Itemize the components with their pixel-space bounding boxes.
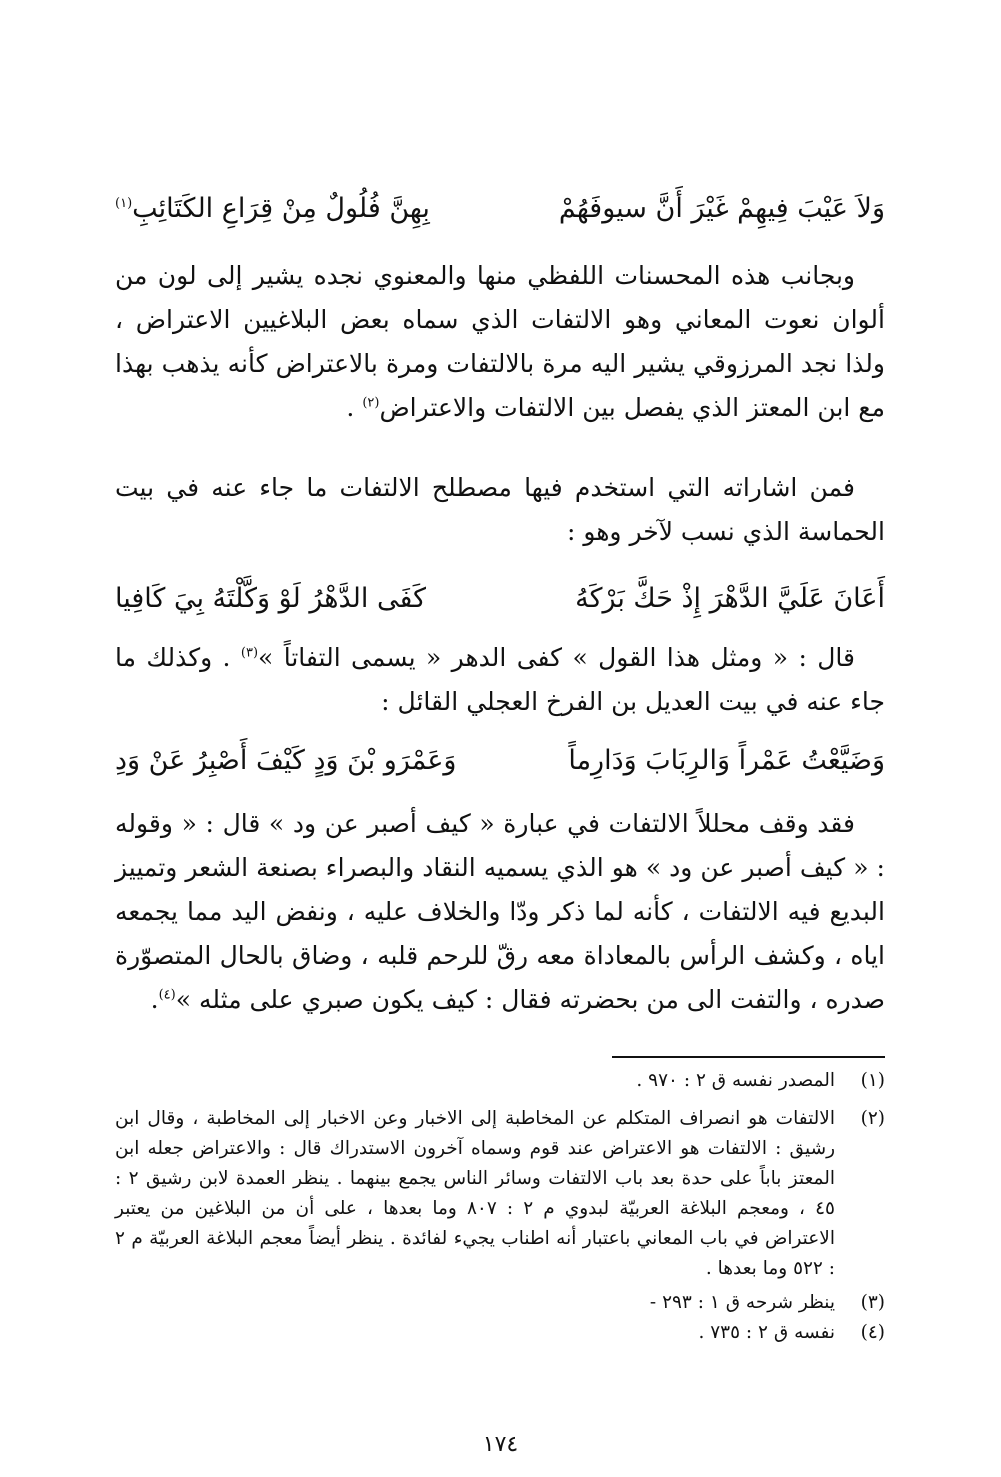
paragraph-1-text: وبجانب هذه المحسنات اللفظي منها والمعنوي نجده يشير إلى لون من ألوان نعوت المعاني وهو الالتفات الذي سماه بعض البلاغيين الاعتراض ، ولذا نجد المرزوقي يشير اليه مرة بالالتفات ومرة بالاعتراض كأنه يذهب بهذا مع ابن المعتز الذي يفصل بين الالتفات والاعتراض [115, 261, 885, 422]
footnote-ref-3: (٣) [240, 645, 259, 661]
footnotes [115, 1066, 885, 1348]
footnote-1-number: (١) [860, 1070, 885, 1091]
footnote-4-number: (٤) [860, 1322, 885, 1343]
verse-2 [115, 576, 885, 622]
paragraph-3 [115, 636, 885, 724]
verse-2-second-hemistich: كَفَى الدَّهْرُ لَوْ وَكَّلْتَهُ بِيَ كَافِيا [115, 583, 426, 614]
paragraph-4-tail: . [150, 985, 159, 1014]
paragraph-1-tail: . [346, 393, 363, 422]
verse-1-first-hemistich: وَلاَ عَيْبَ فِيهِمْ غَيْرَ أَنَّ سيوفَهُمْ [558, 193, 885, 224]
footnote-1-text: المصدر نفسه ق ٢ : ٩٧٠ . [636, 1070, 835, 1091]
footnote-2 [115, 1104, 885, 1284]
footnote-ref-4: (٤) [158, 987, 176, 1003]
verse-3-second-hemistich: وَعَمْرَو بْنَ وَدٍ كَيْفَ أَصْبِرُ عَنْ وَدِ [115, 745, 457, 776]
footnote-2-number: (٢) [860, 1108, 885, 1129]
footnote-1 [115, 1066, 885, 1096]
verse-3-first-hemistich: وَضَيَّعْتُ عَمْراً وَالرِبَابَ وَدَارِماً [568, 745, 885, 776]
paragraph-2-text: فمن اشاراته التي استخدم فيها مصطلح الالتفات ما جاء عنه في بيت الحماسة الذي نسب لآخر وهو : [115, 473, 885, 546]
paragraph-4 [115, 802, 885, 1022]
verse-2-first-hemistich: أَعَانَ عَلَيَّ الدَّهْرَ إِذْ حَكَّ بَرْكَهُ [575, 583, 885, 614]
page-number: ١٧٤ [482, 1432, 519, 1457]
paragraph-3-text: قال : « ومثل هذا القول » كفى الدهر « يسمى التفاتاً » [258, 643, 855, 672]
paragraph-4-text: فقد وقف محللاً الالتفات في عبارة « كيف أصبر عن ود » قال : « وقوله : « كيف أصبر عن ود » هو الذي يسميه النقاد والبصراء بصنعة الشعر وتمييز البديع فيه الالتفات ، كأنه لما ذكر ودّا والخلاف عليه ، ونفض اليد مما يجمعه اياه ، وكشف الرأس بالمعاداة معه رقّ للرحم قلبه ، وضاق بالحال المتصوّرة صدره ، والتفت الى من بحضرته فقال : كيف يكون صبري على مثله » [115, 809, 885, 1014]
footnote-ref-2: (٢) [362, 395, 380, 411]
verse-1-second-text: بِهِنَّ فُلُولٌ مِنْ قِرَاعِ الكَتَائِبِ [132, 193, 430, 224]
footnote-2-text: الالتفات هو انصراف المتكلم عن المخاطبة إلى الاخبار وعن الاخبار إلى المخاطبة ، وقال ابن رشيق : الالتفات هو الاعتراض عند قوم وسماه آخرون الاستدراك قال : والاعتراض جعله ابن المعتز باباً على حدة بعد باب الالتفات وسائر الناس يجمع بينهما . ينظر العمدة لابن رشيق ٢ : ٤٥ ، ومعجم البلاغة العربيّة لبدوي م ٢ : ٨٠٧ وما بعدها ، على أن من البلاغين من يعتبر الاعتراض في باب المعاني باعتبار أنه اطناب يجيء لفائدة . ينظر أيضاً معجم البلاغة العربيّة م ٢ : ٥٢٢ وما بعدها . [115, 1108, 835, 1279]
paragraph-3-tail: . وكذلك ما جاء عنه في بيت العديل بن الفرخ العجلي القائل : [115, 643, 885, 716]
footnote-separator [612, 1056, 885, 1058]
verse-3 [115, 738, 885, 784]
paragraph-2 [115, 466, 885, 554]
footnote-4-text: نفسه ق ٢ : ٧٣٥ . [698, 1322, 835, 1343]
footnote-3-number: (٣) [860, 1292, 885, 1313]
verse-1-second-hemistich [115, 186, 430, 232]
paragraph-1 [115, 254, 885, 430]
footnote-3-text: ينظر شرحه ق ١ : ٢٩٣ - [649, 1292, 835, 1313]
footnote-3 [115, 1288, 885, 1318]
footnote-ref-1: (١) [115, 196, 133, 211]
footnote-4 [115, 1318, 885, 1348]
verse-1 [115, 186, 885, 232]
